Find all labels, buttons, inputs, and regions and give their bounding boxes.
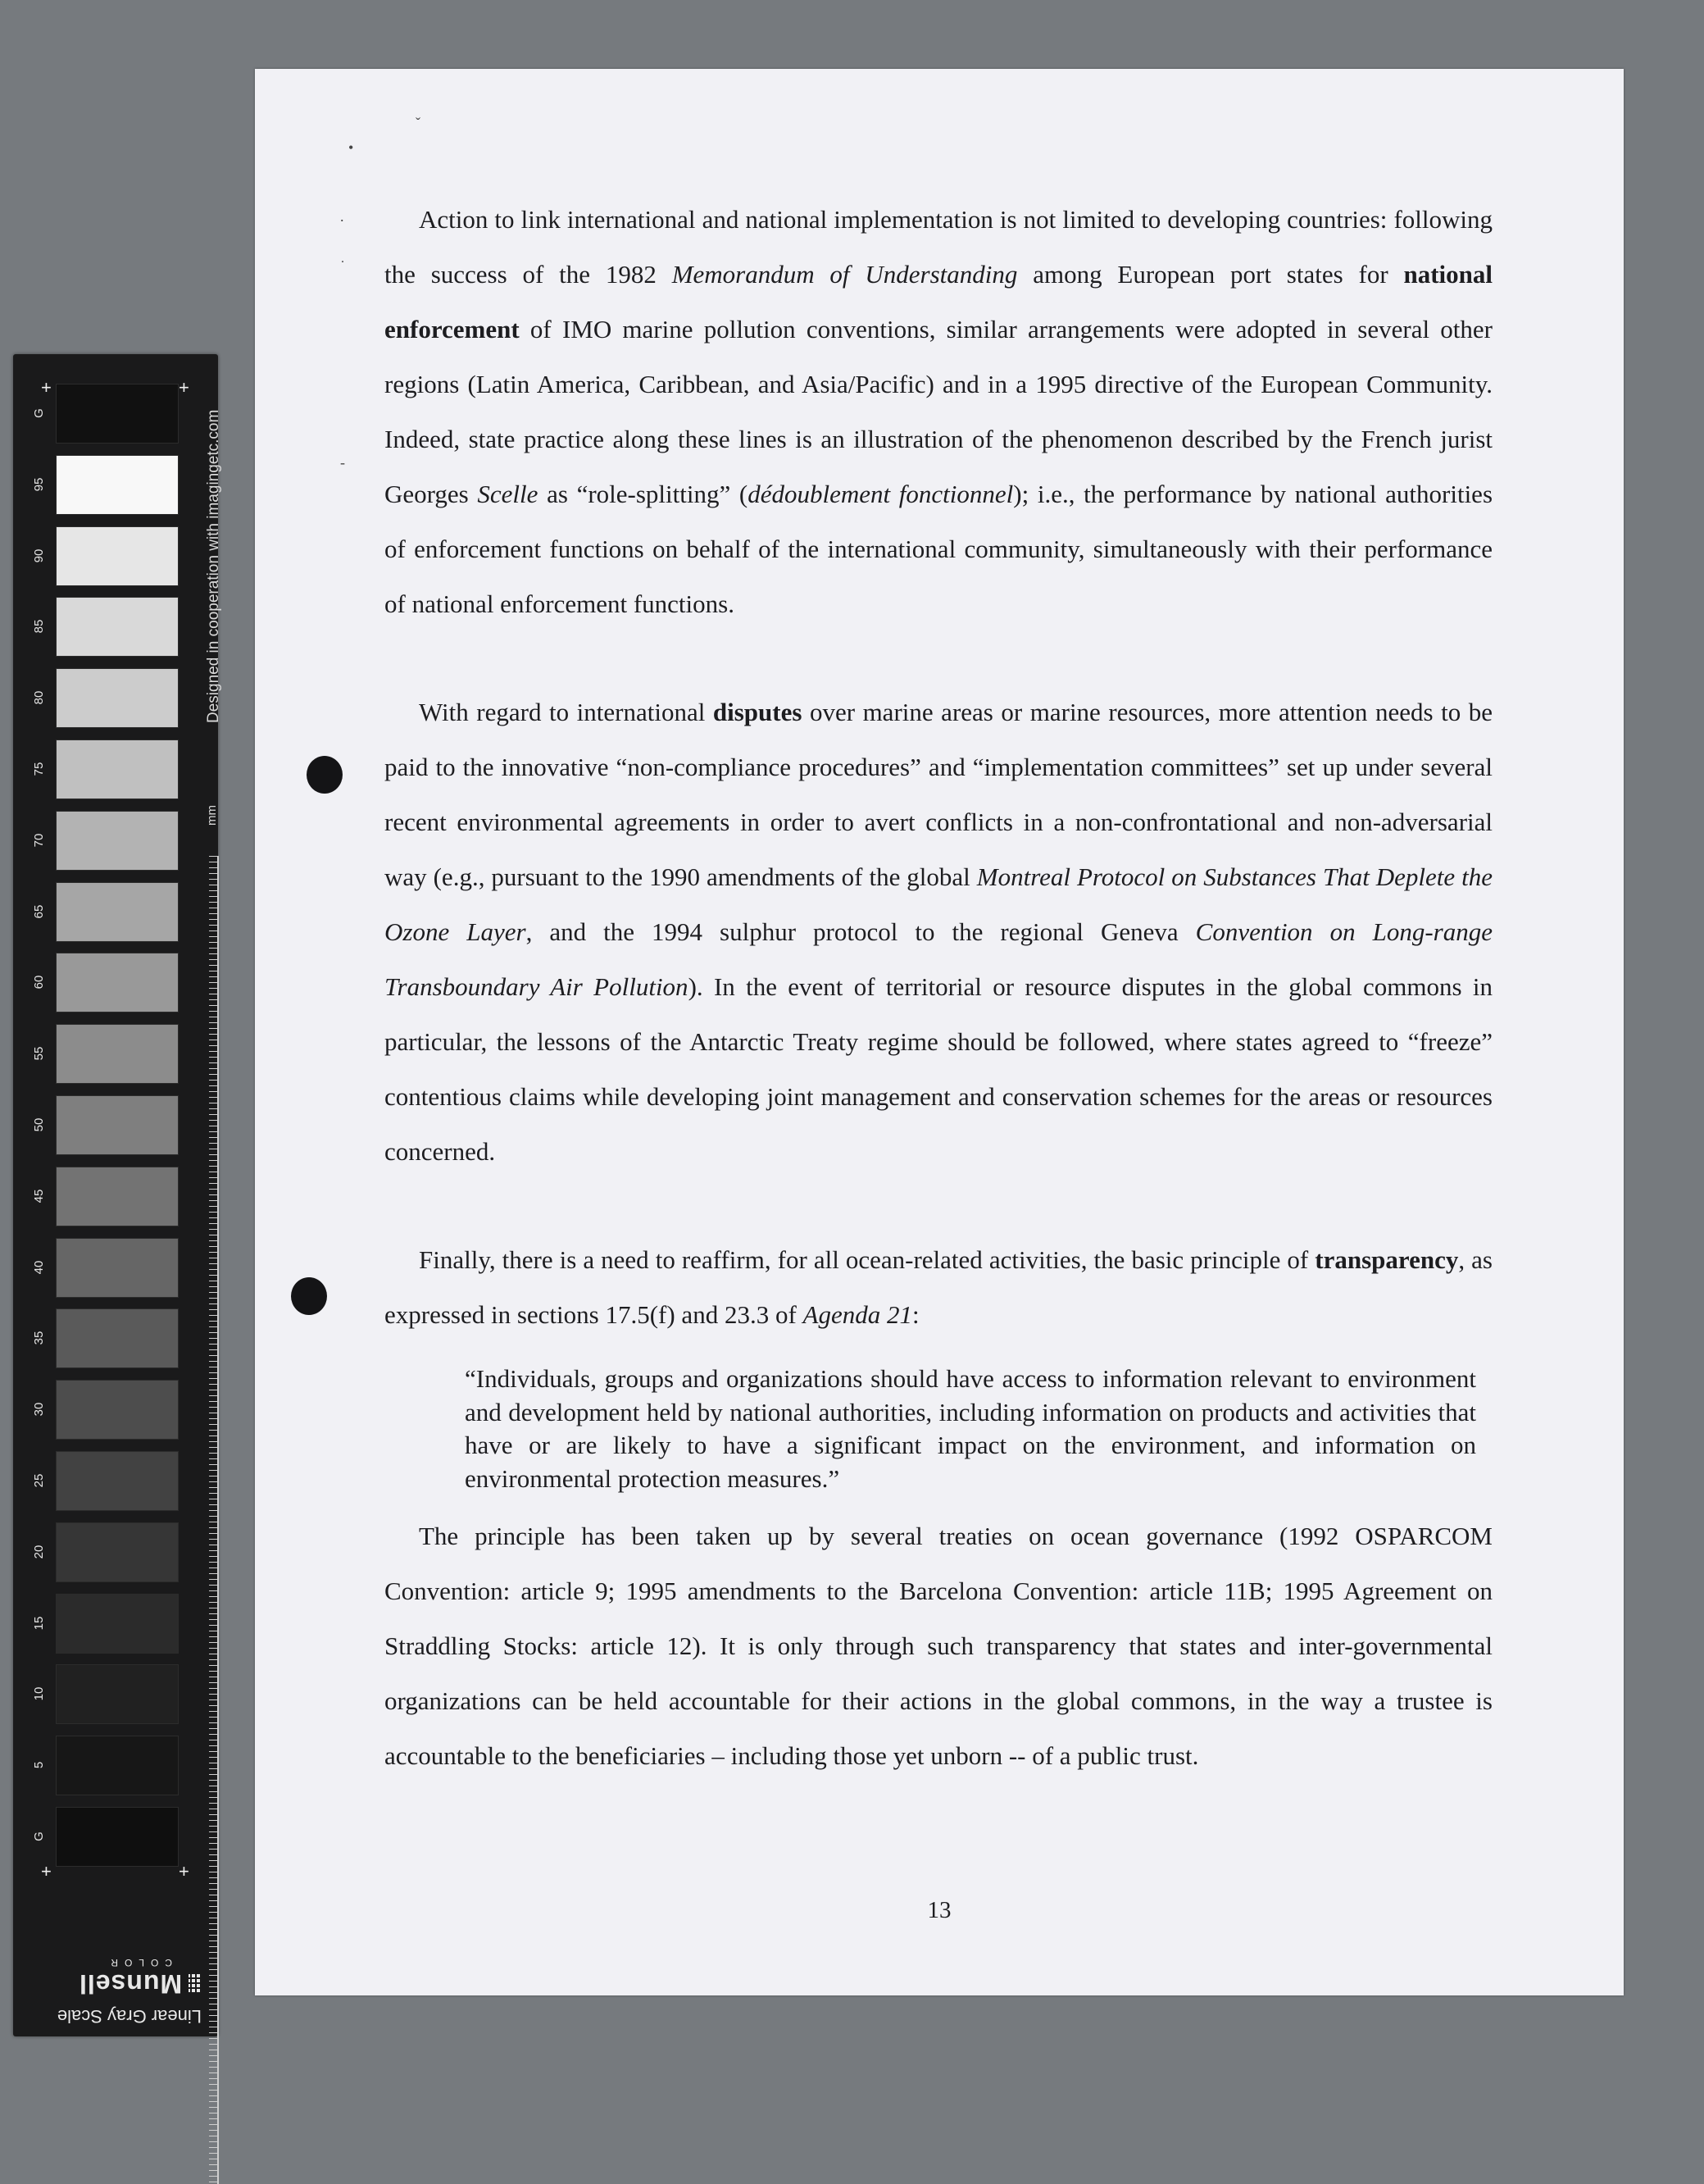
brand-sub: COLOR (104, 1957, 172, 1968)
gray-patch (56, 882, 179, 942)
registration-mark: + (41, 1861, 52, 1881)
punch-hole (307, 756, 343, 794)
gray-level-label: 65 (32, 904, 46, 918)
gray-patch (56, 384, 179, 444)
bold-term: transparency (1315, 1245, 1459, 1274)
italic-title: Convention on Long-range Transboundary Air Pollution (384, 917, 1493, 1001)
scale-credit: Designed in cooperation with imagingetc.com (205, 409, 222, 723)
gray-patch (56, 1664, 179, 1724)
gray-patch (56, 1451, 179, 1511)
gray-patch (56, 1238, 179, 1298)
gray-level-label: 70 (32, 833, 46, 848)
gray-level-label: 90 (32, 548, 46, 562)
munsell-logo-icon (189, 1973, 202, 1995)
document-page (255, 69, 1624, 1995)
gray-level-label: 20 (32, 1545, 46, 1559)
gray-level-label: 30 (32, 1402, 46, 1417)
gray-level-label: 15 (32, 1616, 46, 1630)
scan-speck: • (348, 139, 354, 156)
bold-term: national enforcement (384, 260, 1493, 344)
italic-name: Scelle (477, 480, 538, 508)
gray-level-label: 95 (32, 477, 46, 492)
italic-title: Montreal Protocol on Substances That Deplete the Ozone Layer (384, 862, 1493, 946)
gray-level-label: 50 (32, 1117, 46, 1132)
document-body (384, 192, 1493, 1783)
gray-patch (56, 1308, 179, 1368)
scan-speck: ˙ (340, 257, 345, 274)
gray-patch (56, 1095, 179, 1155)
gray-level-label: G (32, 1831, 46, 1841)
bold-term: disputes (712, 698, 802, 726)
paragraph: Action to link international and national implementation is not limited to developing countries: following the success of the 1982 Memorandum of Understanding among European port states for national enforcement of IMO marine pollution conventions, similar arrangements were adopted in several other regions (Latin America, Caribbean, and Asia/Pacific) and in a 1995 directive of the European Community. Indeed, state practice along these lines is an illustration of the phenomenon described by the French jurist Georges Scelle as “role-splitting” (dédoublement fonctionnel); i.e., the performance by national authorities of enforcement functions on behalf of the international community, simultaneously with their performance of national enforcement functions. (384, 205, 1493, 618)
gray-level-label: 40 (32, 1260, 46, 1274)
scan-speck: ˇ (416, 115, 420, 131)
gray-level-label: 75 (32, 762, 46, 776)
gray-level-label: 5 (32, 1762, 46, 1769)
paragraph: The principle has been taken up by several treaties on ocean governance (1992 OSPARCOM Convention: article 9; 1995 amendments to the Barcelona Convention: article 11B; 1995 Agreement on Straddling Stocks: article 12). It is only through such transparency that states and inter-governmental organizations can be held accountable for their actions in the global commons, in the way a trustee is accountable to the beneficiaries – including those yet unborn -- of a public trust. (384, 1522, 1493, 1770)
italic-title: Memorandum of Understanding (671, 260, 1018, 289)
scan-speck: - (340, 454, 345, 471)
gray-level-label: 10 (32, 1687, 46, 1701)
gray-level-label: 35 (32, 1331, 46, 1345)
gray-patch (56, 1167, 179, 1226)
gray-patch (56, 668, 179, 728)
gray-scale-card (13, 354, 222, 2036)
italic-title: Agenda 21 (802, 1300, 912, 1329)
gray-level-label: G (32, 408, 46, 418)
registration-mark: + (179, 1861, 189, 1881)
registration-mark: + (179, 377, 189, 398)
scan-speck: . (340, 208, 344, 225)
munsell-brand (57, 1920, 202, 2027)
ruler-unit: mm (205, 805, 219, 826)
gray-level-label: 45 (32, 1189, 46, 1203)
gray-patch (56, 1807, 179, 1867)
ruler-edge (217, 856, 219, 2184)
gray-patch (56, 1736, 179, 1795)
gray-patch (56, 1380, 179, 1440)
page-number: 13 (927, 1897, 952, 1923)
brand-name: Munsell (79, 1969, 183, 1999)
gray-patch (56, 953, 179, 1012)
gray-patch (56, 597, 179, 657)
gray-level-label: 55 (32, 1046, 46, 1061)
gray-patch (56, 1024, 179, 1084)
gray-level-label: 60 (32, 976, 46, 990)
paragraph: Finally, there is a need to reaffirm, for all ocean-related activities, the basic principle of transparency, as expressed in sections 17.5(f) and 23.3 of Agenda 21: (384, 1245, 1493, 1329)
gray-patch (56, 455, 179, 515)
gray-level-label: 85 (32, 620, 46, 634)
scale-name: Linear Gray Scale (57, 2006, 202, 2027)
gray-level-label: 25 (32, 1473, 46, 1488)
gray-patch (56, 1594, 179, 1654)
gray-level-label: 80 (32, 690, 46, 705)
gray-patch (56, 526, 179, 586)
registration-mark: + (41, 377, 52, 398)
block-quote: “Individuals, groups and organizations should have access to information relevant to environment and development held by national authorities, including information on products and activities that have or are likely to have a significant impact on the environment, and information on environmental protection measures.” (465, 1364, 1476, 1493)
gray-patch (56, 811, 179, 871)
punch-hole (291, 1277, 327, 1315)
italic-term: dédoublement fonctionnel (747, 480, 1014, 508)
paragraph: With regard to international disputes over marine areas or marine resources, more attention needs to be paid to the innovative “non-compliance procedures” and “implementation committees” set up under several recent environmental agreements in order to avert conflicts in a non-confrontational and non-adversarial way (e.g., pursuant to the 1990 amendments of the global Montreal Protocol on Substances That Deplete the Ozone Layer, and the 1994 sulphur protocol to the regional Geneva Convention on Long-range Transboundary Air Pollution). In the event of territorial or resource disputes in the global commons in particular, the lessons of the Antarctic Treaty regime should be followed, where states agreed to “freeze” contentious claims while developing joint management and conservation schemes for the areas or resources concerned. (384, 698, 1493, 1166)
gray-patch (56, 739, 179, 799)
gray-patch (56, 1522, 179, 1582)
